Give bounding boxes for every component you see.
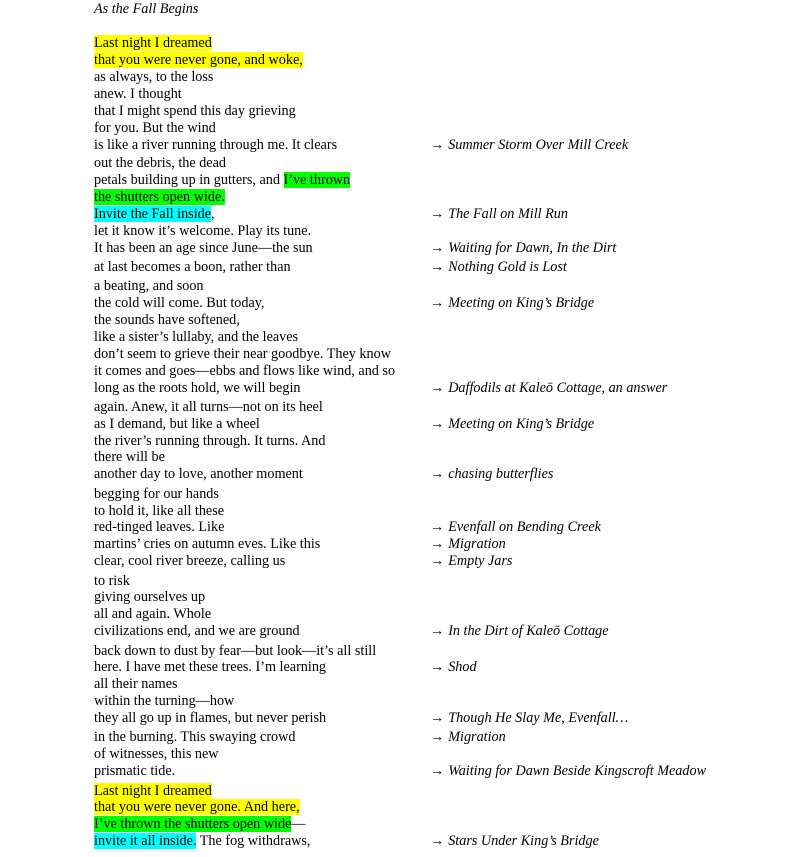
line-text: the sounds have softened, bbox=[94, 312, 240, 328]
cross-reference bbox=[430, 536, 506, 553]
poem-line bbox=[94, 329, 298, 346]
cross-reference-title: Though He Slay Me, Evenfall… bbox=[448, 710, 629, 726]
poem-line bbox=[94, 553, 285, 570]
highlighted-text: invite it all inside. bbox=[94, 833, 197, 849]
cross-reference-title: Summer Storm Over Mill Creek bbox=[448, 137, 629, 153]
poem-line bbox=[94, 278, 204, 295]
poem-line bbox=[94, 816, 306, 833]
cross-reference-title: Nothing Gold is Lost bbox=[448, 259, 567, 275]
line-text: again. Anew, it all turns—not on its heel bbox=[94, 399, 323, 415]
poem-line bbox=[94, 172, 350, 189]
poem-line bbox=[94, 69, 213, 86]
line-text: to risk bbox=[94, 573, 130, 589]
poem-line bbox=[94, 486, 219, 503]
arrow-right-icon: → bbox=[430, 729, 445, 745]
cross-reference bbox=[430, 763, 706, 780]
poem-line bbox=[94, 312, 240, 329]
cross-reference-title: Migration bbox=[448, 536, 506, 552]
poem-line bbox=[94, 86, 182, 103]
line-text: all and again. Whole bbox=[94, 606, 212, 622]
line-text: is like a river running through me. It clears bbox=[94, 137, 338, 153]
poem-line bbox=[94, 120, 216, 137]
line-text: petals building up in gutters, and bbox=[94, 172, 284, 188]
line-text: it comes and goes—ebbs and flows like wind, and so bbox=[94, 363, 396, 379]
line-text: , bbox=[211, 206, 215, 222]
poem-line bbox=[94, 746, 219, 763]
poem-line bbox=[94, 676, 178, 693]
cross-reference bbox=[430, 710, 628, 727]
arrow-right-icon: → bbox=[430, 259, 445, 275]
poem-line bbox=[94, 399, 323, 416]
line-text: in the burning. This swaying crowd bbox=[94, 729, 296, 745]
line-text: another day to love, another moment bbox=[94, 466, 303, 482]
poem-line bbox=[94, 449, 165, 466]
cross-reference-title: Meeting on King’s Bridge bbox=[448, 295, 595, 311]
cross-reference bbox=[430, 623, 609, 640]
line-text: — bbox=[291, 816, 306, 832]
arrow-right-icon: → bbox=[430, 416, 445, 432]
poem-line bbox=[94, 606, 211, 623]
cross-reference bbox=[430, 519, 601, 536]
poem-line bbox=[94, 155, 226, 172]
poem-line bbox=[94, 833, 310, 850]
arrow-right-icon: → bbox=[430, 137, 445, 153]
line-text: the river’s running through. It turns. And bbox=[94, 433, 326, 449]
highlighted-text: that you were never gone, and woke, bbox=[94, 52, 303, 68]
arrow-right-icon: → bbox=[430, 466, 445, 482]
cross-reference bbox=[430, 137, 628, 154]
cross-reference bbox=[430, 295, 594, 312]
cross-reference-title: Meeting on King’s Bridge bbox=[448, 416, 595, 432]
poem-line bbox=[94, 137, 337, 154]
poem-line bbox=[94, 519, 224, 536]
line-text: they all go up in flames, but never perish bbox=[94, 710, 327, 726]
poem-line bbox=[94, 659, 326, 676]
poem-line bbox=[94, 433, 325, 450]
poem-line bbox=[94, 35, 212, 52]
arrow-right-icon: → bbox=[430, 763, 445, 779]
cross-reference bbox=[430, 466, 553, 483]
cross-reference-title: Waiting for Dawn Beside Kingscroft Meadow bbox=[448, 763, 707, 779]
line-text: martins’ cries on autumn eves. Like this bbox=[94, 536, 321, 552]
poem-line bbox=[94, 295, 264, 312]
line-text: of witnesses, this new bbox=[94, 746, 219, 762]
line-text: all their names bbox=[94, 676, 178, 692]
poem-line bbox=[94, 783, 212, 800]
arrow-right-icon: → bbox=[430, 536, 445, 552]
cross-reference-title: Migration bbox=[448, 729, 506, 745]
line-text: It has been an age since June—the sun bbox=[94, 240, 313, 256]
poem-line bbox=[94, 189, 225, 206]
line-text: out the debris, the dead bbox=[94, 155, 226, 171]
line-text: begging for our hands bbox=[94, 486, 219, 502]
cross-reference bbox=[430, 206, 568, 223]
line-text: prismatic tide. bbox=[94, 763, 176, 779]
cross-reference bbox=[430, 240, 616, 257]
line-text: don’t seem to grieve their near goodbye. They know bbox=[94, 346, 391, 362]
cross-reference bbox=[430, 553, 512, 570]
line-text: long as the roots hold, we will begin bbox=[94, 380, 301, 396]
line-text: a beating, and soon bbox=[94, 278, 204, 294]
arrow-right-icon: → bbox=[430, 833, 445, 849]
poem-line bbox=[94, 536, 320, 553]
poem-line bbox=[94, 380, 300, 397]
poem-line bbox=[94, 573, 130, 590]
cross-reference bbox=[430, 659, 477, 676]
poem-line bbox=[94, 643, 376, 660]
line-text: like a sister’s lullaby, and the leaves bbox=[94, 329, 299, 345]
line-text: that I might spend this day grieving bbox=[94, 103, 296, 119]
line-text: back down to dust by fear—but look—it’s all still bbox=[94, 643, 377, 659]
line-text: here. I have met these trees. I’m learning bbox=[94, 659, 327, 675]
poem-line bbox=[94, 799, 300, 816]
poem-line bbox=[94, 710, 326, 727]
highlighted-text: Last night I dreamed bbox=[94, 35, 212, 51]
line-text: The fog withdraws, bbox=[196, 833, 311, 849]
line-text: there will be bbox=[94, 449, 165, 465]
highlighted-text: Invite the Fall inside bbox=[94, 206, 212, 222]
arrow-right-icon: → bbox=[430, 519, 445, 535]
cross-reference-title: Stars Under King’s Bridge bbox=[448, 833, 599, 849]
cross-reference-title: chasing butterflies bbox=[448, 466, 554, 482]
line-text: the cold will come. But today, bbox=[94, 295, 265, 311]
arrow-right-icon: → bbox=[430, 206, 445, 222]
poem-line bbox=[94, 259, 291, 276]
line-text: for you. But the wind bbox=[94, 120, 216, 136]
arrow-right-icon: → bbox=[430, 623, 445, 639]
line-text: to hold it, like all these bbox=[94, 503, 225, 519]
cross-reference-title: Daffodils at Kaleō Cottage, an answer bbox=[448, 380, 668, 396]
poem-line bbox=[94, 346, 391, 363]
line-text: clear, cool river breeze, calling us bbox=[94, 553, 286, 569]
highlighted-text: Last night I dreamed bbox=[94, 783, 212, 799]
cross-reference bbox=[430, 380, 667, 397]
cross-reference-title: In the Dirt of Kaleō Cottage bbox=[448, 623, 609, 639]
cross-reference-title: The Fall on Mill Run bbox=[448, 206, 568, 222]
arrow-right-icon: → bbox=[430, 710, 445, 726]
arrow-right-icon: → bbox=[430, 659, 445, 675]
line-text: as I demand, but like a wheel bbox=[94, 416, 260, 432]
line-text: as always, to the loss bbox=[94, 69, 214, 85]
cross-reference bbox=[430, 259, 567, 276]
line-text: giving ourselves up bbox=[94, 589, 206, 605]
arrow-right-icon: → bbox=[430, 240, 445, 256]
line-text: within the turning—how bbox=[94, 693, 235, 709]
cross-reference bbox=[430, 729, 506, 746]
poem-line bbox=[94, 589, 205, 606]
poem-title: As the Fall Begins bbox=[94, 1, 199, 17]
arrow-right-icon: → bbox=[430, 295, 445, 311]
poem-line bbox=[94, 103, 296, 120]
poem-line bbox=[94, 363, 395, 380]
highlighted-text: the shutters open wide. bbox=[94, 189, 225, 205]
poem-line bbox=[94, 623, 300, 640]
line-text: let it know it’s welcome. Play its tune. bbox=[94, 223, 312, 239]
line-text: red-tinged leaves. Like bbox=[94, 519, 225, 535]
poem-line bbox=[94, 763, 175, 780]
line-text: civilizations end, and we are ground bbox=[94, 623, 300, 639]
poem-line bbox=[94, 206, 215, 223]
line-text: at last becomes a boon, rather than bbox=[94, 259, 291, 275]
highlighted-text: I’ve thrown the shutters open wide bbox=[94, 816, 292, 832]
poem-line bbox=[94, 729, 296, 746]
cross-reference bbox=[430, 833, 599, 850]
poem-line bbox=[94, 52, 303, 69]
cross-reference bbox=[430, 416, 594, 433]
poem-line bbox=[94, 223, 311, 240]
highlighted-text: that you were never gone. And here, bbox=[94, 799, 300, 815]
cross-reference-title: Waiting for Dawn, In the Dirt bbox=[448, 240, 617, 256]
poem-line bbox=[94, 416, 260, 433]
cross-reference-title: Evenfall on Bending Creek bbox=[448, 519, 601, 535]
line-text: anew. I thought bbox=[94, 86, 182, 102]
arrow-right-icon: → bbox=[430, 553, 445, 569]
cross-reference-title: Empty Jars bbox=[448, 553, 513, 569]
poem-line bbox=[94, 503, 224, 520]
poem-line bbox=[94, 240, 313, 257]
highlighted-text: I’ve thrown bbox=[283, 172, 351, 188]
arrow-right-icon: → bbox=[430, 380, 445, 396]
cross-reference-title: Shod bbox=[448, 659, 477, 675]
poem-line bbox=[94, 693, 234, 710]
poem-line bbox=[94, 466, 303, 483]
